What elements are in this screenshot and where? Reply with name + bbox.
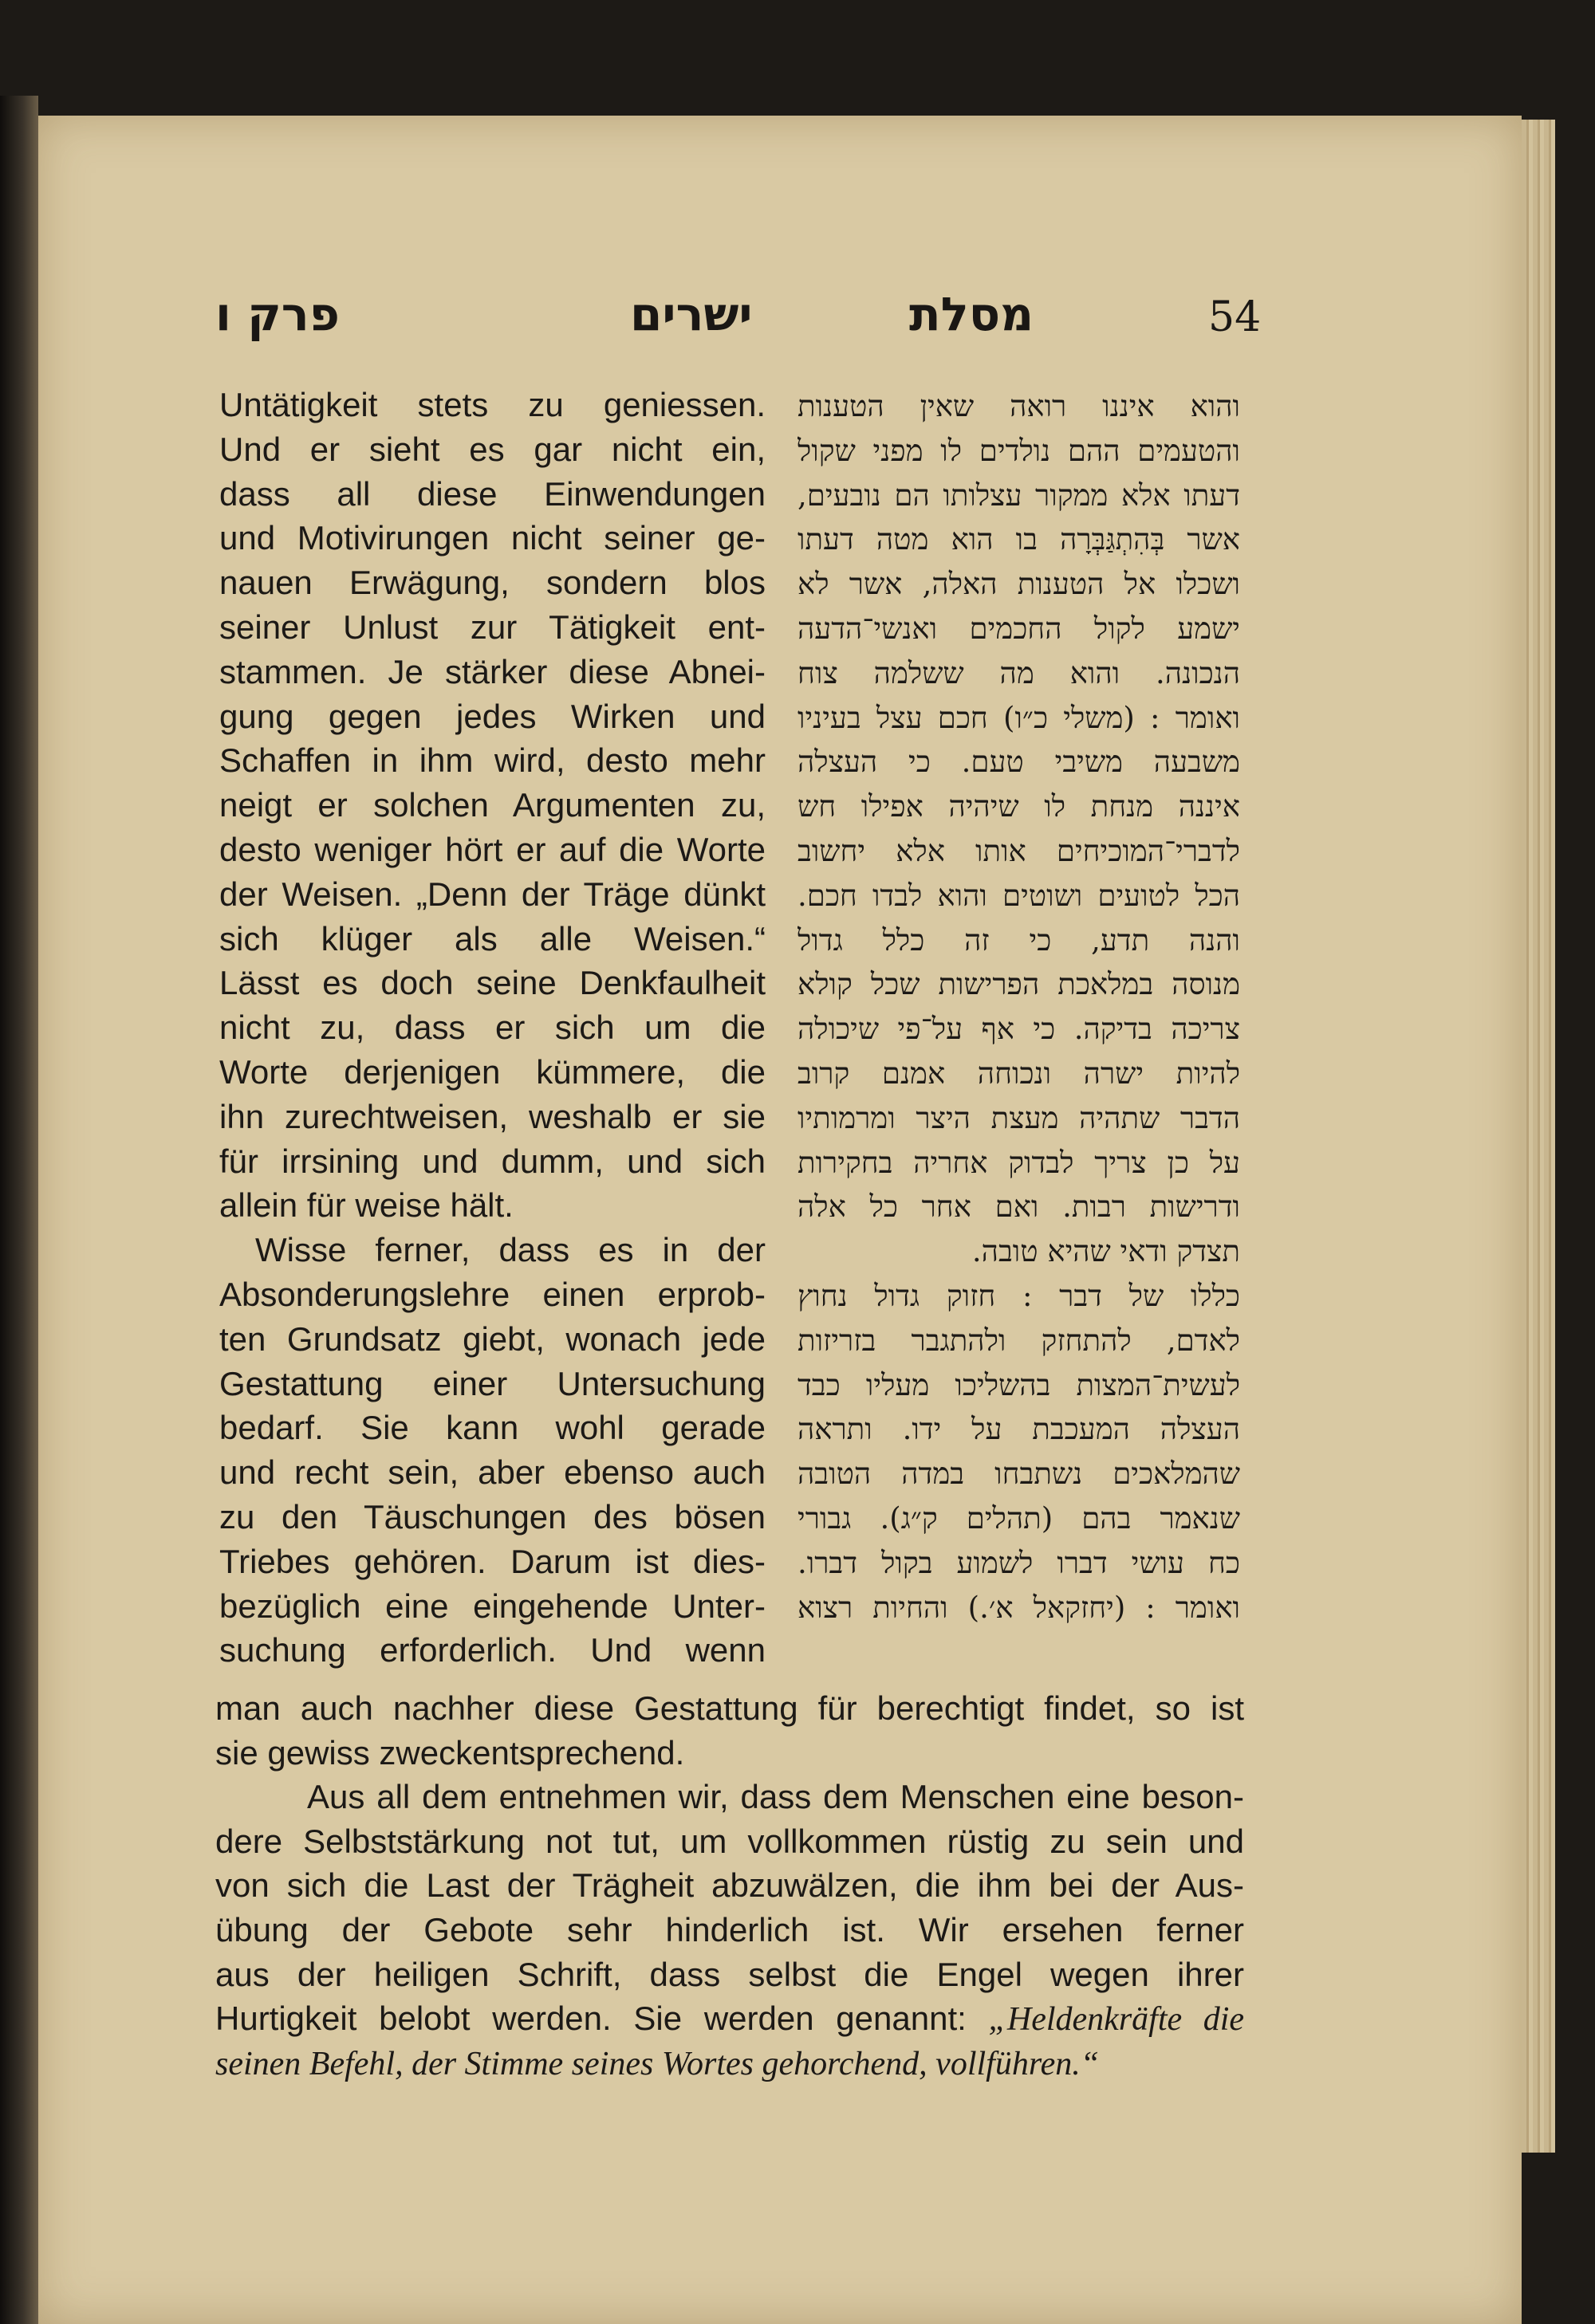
text-line: sie gewiss zweckentsprechend.	[215, 1733, 685, 1772]
german-line: Und er sieht es gar nicht ein,	[219, 430, 766, 468]
german-line: nicht zu, dass er sich um die	[219, 1009, 766, 1047]
hebrew-line: לאדם, להתחזק ולהתגבר בזריזות	[798, 1323, 1240, 1358]
german-line: zu den Täuschungen des bösen	[219, 1497, 766, 1536]
hebrew-line: כח עושי דברו לשמוע בקול דברו.	[798, 1545, 1240, 1580]
hebrew-line: צריכה בדיקה. כי אף על־פי שיכולה	[798, 1012, 1240, 1047]
text-line: man auch nachher diese Gestattung für berechtigt findet, so ist	[215, 1689, 1244, 1727]
hebrew-line: לעשית־המצות בהשליכו מעליו כבד	[798, 1367, 1240, 1402]
hebrew-line: ואומר : (יחזקאל א׳.) והחיות רצוא	[798, 1590, 1240, 1625]
german-line: sich klüger als alle Weisen.“	[219, 919, 766, 958]
running-header	[215, 287, 1262, 359]
page-number: 54	[1208, 293, 1262, 341]
hebrew-line: שנאמר בהם (תהלים ק״ג). גבורי	[798, 1500, 1240, 1536]
german-line: suchung erforderlich. Und wenn	[219, 1631, 766, 1669]
german-line: dass all diese Einwendungen	[219, 474, 766, 513]
german-line: Gestattung einer Untersuchung	[219, 1364, 766, 1402]
hebrew-line: הדבר שתהיה מעצת היצר ומרמותיו	[798, 1100, 1240, 1135]
german-line: stammen. Je stärker diese Abnei-	[219, 652, 766, 690]
text-line: dere Selbststärkung not tut, um vollkommen rüstig zu sein und	[215, 1822, 1244, 1860]
hebrew-line: והוא איננו רואה שאין הטענות	[798, 389, 1240, 423]
book-title-part-2: ישרים	[630, 287, 753, 341]
german-line: und recht sein, aber ebenso auch	[219, 1453, 766, 1492]
hebrew-line: מנוסה במלאכת הפרישות שכל קולא	[798, 967, 1240, 1002]
german-line: ihn zurechtweisen, weshalb er sie	[219, 1097, 766, 1135]
hebrew-line: איננה מנחת לו שיהיה אפילו חש	[798, 789, 1240, 824]
text-line: aus der heiligen Schrift, dass selbst die Engel wegen ihrer	[215, 1955, 1244, 1993]
text-line: von sich die Last der Trägheit abzuwälzen, die ihm bei der Aus-	[215, 1866, 1244, 1905]
hebrew-line: דעתו אלא ממקור עצלותו הם נובעים,	[798, 478, 1240, 513]
german-line: ten Grundsatz giebt, wonach jede	[219, 1319, 766, 1358]
hebrew-line: ושכלו אל הטענות האלה, אשר לא	[798, 567, 1240, 602]
hebrew-line: משבעה משיבי טעם. כי העצלה	[798, 745, 1240, 780]
german-line: Absonderungslehre einen erprob-	[219, 1275, 766, 1313]
quotation-italic: „Heldenkräfte die	[988, 2001, 1245, 2039]
hebrew-line: להיות ישרה ונכוחה אמנם קרוב	[798, 1056, 1240, 1091]
hebrew-line: כללו של דבר : חזוק גדול נחוץ	[798, 1278, 1240, 1313]
german-line: Lässt es doch seine Denkfaulheit	[219, 964, 766, 1002]
german-line: Untätigkeit stets zu geniessen.	[219, 386, 766, 423]
hebrew-line: העצלה המעכבת על ידו. ותראה	[798, 1412, 1240, 1447]
german-line: seiner Unlust zur Tätigkeit ent-	[219, 608, 766, 646]
hebrew-line: והטעמים ההם נולדים לו מפני שקול	[798, 433, 1240, 468]
text-line	[215, 1996, 1244, 2043]
hebrew-line: הנכונה. והוא מה ששלמה צוח	[798, 655, 1240, 690]
german-line: und Motivirungen nicht seiner ge-	[219, 519, 766, 557]
quotation-italic-line: seinen Befehl, der Stimme seines Wortes gehorchend, vollführen.“	[215, 2045, 1100, 2082]
text-line: übung der Gebote sehr hinderlich ist. Wir ersehen ferner	[215, 1910, 1244, 1948]
hebrew-line: שהמלאכים נשתבחו במדה הטובה	[798, 1457, 1240, 1492]
german-line: der Weisen. „Denn der Träge dünkt	[219, 875, 766, 913]
german-line: für irrsining und dumm, und sich	[219, 1142, 766, 1180]
german-line: Triebes gehören. Darum ist dies-	[219, 1542, 766, 1580]
hebrew-line: לדברי־המוכיחים אותו אלא יחשוב	[798, 833, 1240, 868]
book-title-part-1: מסלת	[909, 287, 1034, 341]
hebrew-line: אשר בְּהִתְגַּבְּרָה בו הוא מטה דעתו	[798, 522, 1240, 557]
hebrew-line: ודרישות רבות. ואם אחר כל אלה	[798, 1190, 1240, 1225]
german-line: nauen Erwägung, sondern blos	[219, 564, 766, 602]
full-width-text	[215, 1686, 1244, 2086]
german-line: bezüglich eine eingehende Unter-	[219, 1587, 766, 1625]
german-line: neigt er solchen Argumenten zu,	[219, 786, 766, 824]
book-gutter	[0, 96, 38, 2324]
chapter-heading: פרק ו	[215, 287, 340, 341]
hebrew-line: הכל לטועים ושוטים והוא לבדו חכם.	[798, 878, 1240, 913]
hebrew-column	[798, 384, 1240, 1630]
text-line: Aus all dem entnehmen wir, dass dem Menschen eine beson-	[307, 1778, 1244, 1816]
german-line: Wisse ferner, dass es in der	[255, 1231, 766, 1269]
german-line: Schaffen in ihm wird, desto mehr	[219, 741, 766, 780]
german-line: bedarf. Sie kann wohl gerade	[219, 1409, 766, 1447]
german-line: Worte derjenigen kümmere, die	[219, 1052, 766, 1091]
hebrew-line: והנה תדע, כי זה כלל גדול	[798, 922, 1240, 958]
german-line: allein für weise hält.	[219, 1186, 514, 1225]
hebrew-line: על כן צריך לבדוק אחריה בחקירות	[798, 1145, 1240, 1180]
text-segment: Hurtigkeit belobt werden. Sie werden genannt:	[215, 2000, 967, 2038]
german-line: gung gegen jedes Wirken und	[219, 697, 766, 735]
hebrew-line: ישמע לקול החכמים ואנשי־הדעה	[798, 611, 1240, 646]
hebrew-line: תצדק ודאי שהיא טובה.	[971, 1234, 1240, 1269]
german-column	[219, 383, 766, 1673]
hebrew-line: ואומר : (משלי כ״ו) חכם עצל בעיניו	[798, 700, 1240, 735]
german-line: desto weniger hört er auf die Worte	[219, 830, 766, 868]
